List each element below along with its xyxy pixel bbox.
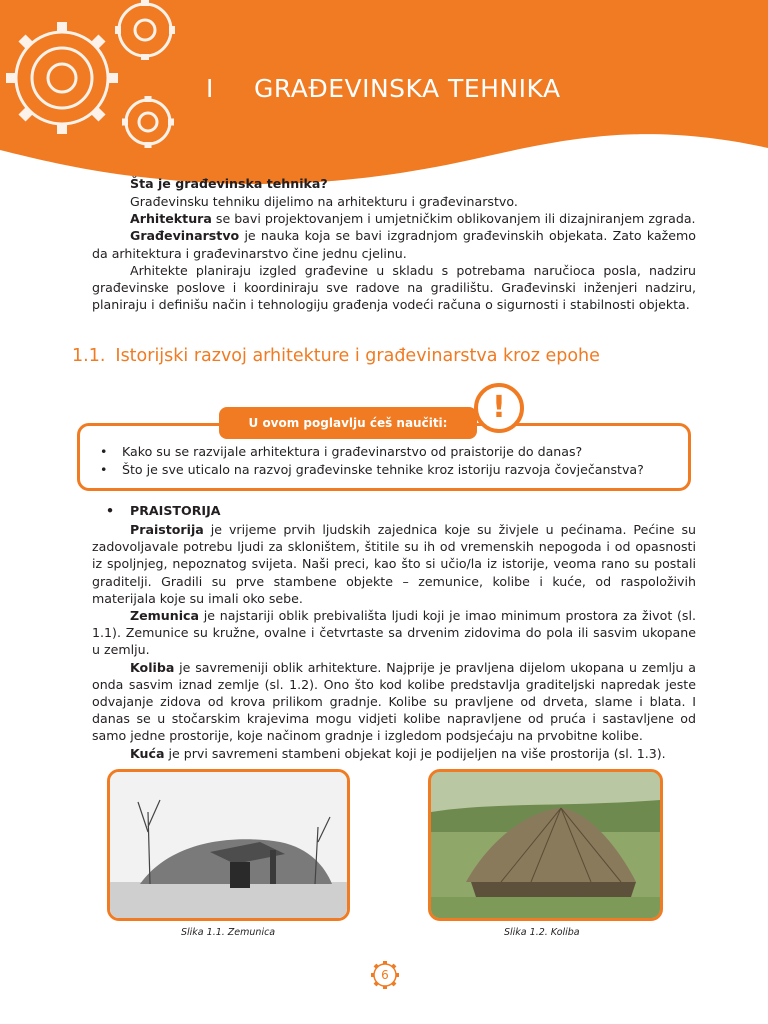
- figure-caption: Slika 1.1. Zemunica: [181, 927, 276, 938]
- chapter-number: I: [206, 74, 214, 103]
- page-number: 6: [372, 962, 398, 988]
- section-title: [72, 346, 600, 366]
- page-header: [0, 0, 768, 200]
- term-koliba: Koliba: [130, 659, 175, 675]
- term-kuca: Kuća: [130, 745, 165, 761]
- body-paragraph: Praistorija je vrijeme prvih ljudskih zajednica koje su živjele u pećinama. Pećine su zadovoljavale potrebu ljudi za skloništem, štitile su ih od vremenskih nepogoda i od opasnosti iz spoljnjeg, nepoznatog svijeta. Naši preci, kao što si učio/la iz istorije, veoma rano su postali graditelji. Gradili su prve stambene objekte – zemunice, kolibe i kuće, od raspoloživih materijala koje su imali oko sebe.: [92, 522, 696, 606]
- praistorija-text: [92, 521, 696, 762]
- intro-text: [92, 193, 696, 313]
- body-paragraph: Koliba je savremeniji oblik arhitekture. Najprije je pravljena dijelom ukopana u zemlju a onda sasvim iznad zemlje (sl. 1.2). Ono što kod kolibe predstavlja graditeljski napredak jeste odvajanje zidova od krova prilikom gradnje. Kolibe su pravljene od drveta, slame i blata. I danas se u stočarskim krajevima mogu vidjeti kolibe napravljene od pruća i sastavljene od samo jedne prostorije, koje načinom gradnje i izgledom podsjećaju na prvobitne kolibe.: [92, 659, 696, 744]
- exclamation-icon: !: [474, 383, 524, 433]
- chapter-title: [206, 74, 561, 103]
- intro-paragraph: Arhitektura se bavi projektovanjem i umjetničkim oblikovanjem ili dizajniranjem zgrada.: [130, 211, 696, 227]
- term-zemunica: Zemunica: [130, 608, 200, 624]
- learning-goals-heading: U ovom poglavlju ćeš naučiti:: [219, 407, 477, 439]
- figure-caption: Slika 1.2. Koliba: [504, 927, 580, 938]
- term-praistorija: Praistorija: [130, 522, 204, 537]
- section-title-text: Istorijski razvoj arhitekture i građevinarstva kroz epohe: [115, 346, 600, 366]
- intro-paragraph: Arhitekte planiraju izgled građevine u skladu s potrebama naručioca posla, nadziru građevinske poslove i koordiniraju sve radove na gradilištu. Građevinski inženjeri nadziru, planiraju i definišu način i tehnologiju građenja vodeći računa o sigurnosti i stabilnosti objekta.: [92, 262, 696, 313]
- intro-paragraph: Građevinsku tehniku dijelimo na arhitekturu i građevinarstvo.: [130, 194, 518, 209]
- intro-question: Šta je građevinska tehnika?: [130, 176, 328, 191]
- praistorija-heading: • PRAISTORIJA: [106, 503, 221, 518]
- term-arhitektura: Arhitektura: [130, 211, 212, 227]
- intro-paragraph: Građevinarstvo je nauka koja se bavi izgradnjom građevinskih objekata. Zato kažemo da arhitektura i građevinarstvo čine jednu cjelinu.: [92, 228, 696, 261]
- list-item: • Što je sve uticalo na razvoj građevinske tehnike kroz istoriju razvoja čovječanstva?: [100, 461, 644, 479]
- body-paragraph: Zemunica je najstariji oblik prebivališta ljudi koji je imao minimum prostora za život (sl. 1.1). Zemunice su kružne, ovalne i četvrtaste sa drvenim zidovima do pola ili sasvim ukopane u zemlju.: [92, 608, 696, 658]
- figure-koliba-photo: [428, 769, 663, 921]
- term-gradjevinarstvo: Građevinarstvo: [130, 228, 240, 244]
- section-number: 1.1.: [72, 346, 106, 366]
- learning-goals-list: [100, 443, 644, 479]
- figure-zemunica-photo: [107, 769, 350, 921]
- bullet-icon: •: [106, 503, 115, 518]
- list-item: • Kako su se razvijale arhitektura i građevinarstvo od praistorije do danas?: [100, 443, 644, 461]
- chapter-title-text: GRAĐEVINSKA TEHNIKA: [254, 74, 561, 103]
- body-paragraph: Kuća je prvi savremeni stambeni objekat koji je podijeljen na više prostorija (sl. 1.3).: [130, 745, 666, 761]
